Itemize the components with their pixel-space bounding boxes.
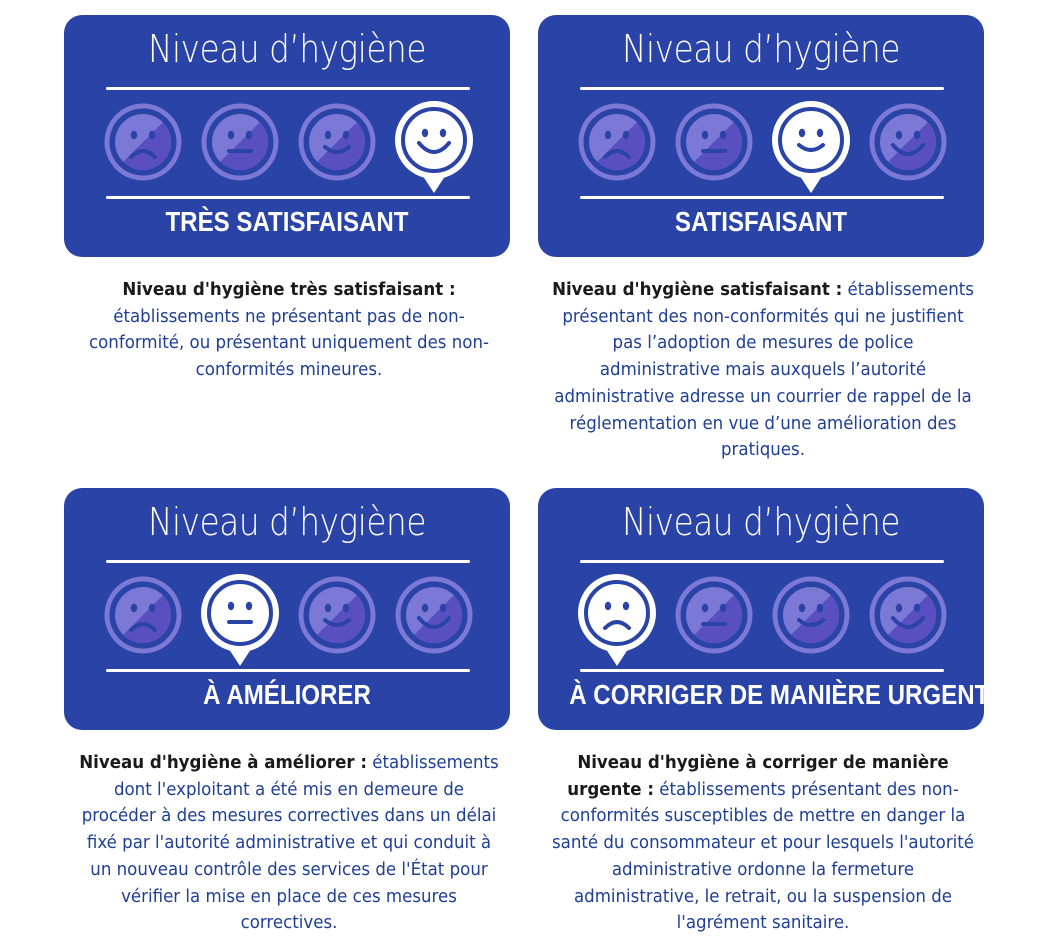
smile-face-icon <box>298 576 376 654</box>
smile-face-icon <box>772 576 850 654</box>
card-level-label: À CORRIGER DE MANIÈRE URGENTE <box>569 679 1006 710</box>
hygiene-badge-card <box>64 15 510 257</box>
card-level-label: À AMÉLIORER <box>203 679 371 710</box>
face-rating-row <box>538 93 984 197</box>
card-heading: Niveau d’hygiène <box>621 500 901 544</box>
sad-face-icon <box>578 103 656 181</box>
level-description <box>75 750 503 937</box>
divider-bottom <box>106 196 470 199</box>
description-lead: Niveau d'hygiène à corriger de manière urgente : <box>567 753 949 800</box>
face-rating-row <box>64 566 510 670</box>
hygiene-panel-satisfaisant <box>538 15 984 464</box>
card-heading: Niveau d’hygiène <box>147 27 427 71</box>
description-text: établissements dont l'exploitant a été mis en demeure de procéder à des mesures correctives dans un délai fixé par l'autorité administrative et qui conduit à un nouveau contrôle des services de l'État pour vérifier la mise en place de ces mesures correctives. <box>81 753 499 934</box>
face-rating-row <box>538 566 984 670</box>
divider-bottom <box>106 669 470 672</box>
hygiene-panel-tres-satisfaisant <box>64 15 510 384</box>
level-description <box>549 277 977 464</box>
sad-face-icon <box>578 574 656 652</box>
neutral-face-icon <box>675 103 753 181</box>
smile-face-icon <box>298 103 376 181</box>
hygiene-badge-card <box>64 488 510 730</box>
card-level-label: SATISFAISANT <box>674 206 848 237</box>
hygiene-panel-a-ameliorer <box>64 488 510 937</box>
neutral-face-icon <box>675 576 753 654</box>
description-lead: Niveau d'hygiène très satisfaisant : <box>122 280 456 300</box>
happy-face-icon <box>869 103 947 181</box>
happy-face-icon <box>395 101 473 179</box>
card-heading: Niveau d’hygiène <box>621 27 901 71</box>
face-rating-row <box>64 93 510 197</box>
hygiene-badge-card <box>538 488 1006 730</box>
card-level-label: TRÈS SATISFAISANT <box>165 206 409 237</box>
description-lead: Niveau d'hygiène à améliorer : <box>79 753 368 773</box>
divider-top <box>580 87 944 90</box>
description-lead: Niveau d'hygiène satisfaisant : <box>552 280 843 300</box>
hygiene-panel-a-corriger <box>538 488 1006 937</box>
hygiene-badge-card <box>538 15 984 257</box>
description-text: établissements présentant des non-conformités qui ne justifient pas l’adoption de mesures de police administrative mais auxquels l’autorité administrative adresse un courrier de rappel de la réglementation en vue d’une amélioration des pratiques. <box>554 280 974 461</box>
divider-top <box>580 560 944 563</box>
sad-face-icon <box>104 103 182 181</box>
divider-top <box>106 560 470 563</box>
divider-top <box>106 87 470 90</box>
neutral-face-icon <box>201 574 279 652</box>
level-description <box>549 750 977 937</box>
neutral-face-icon <box>201 103 279 181</box>
description-text: établissements ne présentant pas de non-conformité, ou présentant uniquement des non-conformités mineures. <box>88 306 490 381</box>
happy-face-icon <box>395 576 473 654</box>
smile-face-icon <box>772 101 850 179</box>
happy-face-icon <box>869 576 947 654</box>
description-text: établissements présentant des non-conformités susceptibles de mettre en danger la santé du consommateur et pour lesquels l'autorité administrative ordonne la fermeture administrative, le retrait, ou la suspension de l'agrément sanitaire. <box>551 779 975 934</box>
sad-face-icon <box>104 576 182 654</box>
divider-bottom <box>580 669 944 672</box>
card-heading: Niveau d’hygiène <box>147 500 427 544</box>
level-description <box>75 277 503 384</box>
divider-bottom <box>580 196 944 199</box>
